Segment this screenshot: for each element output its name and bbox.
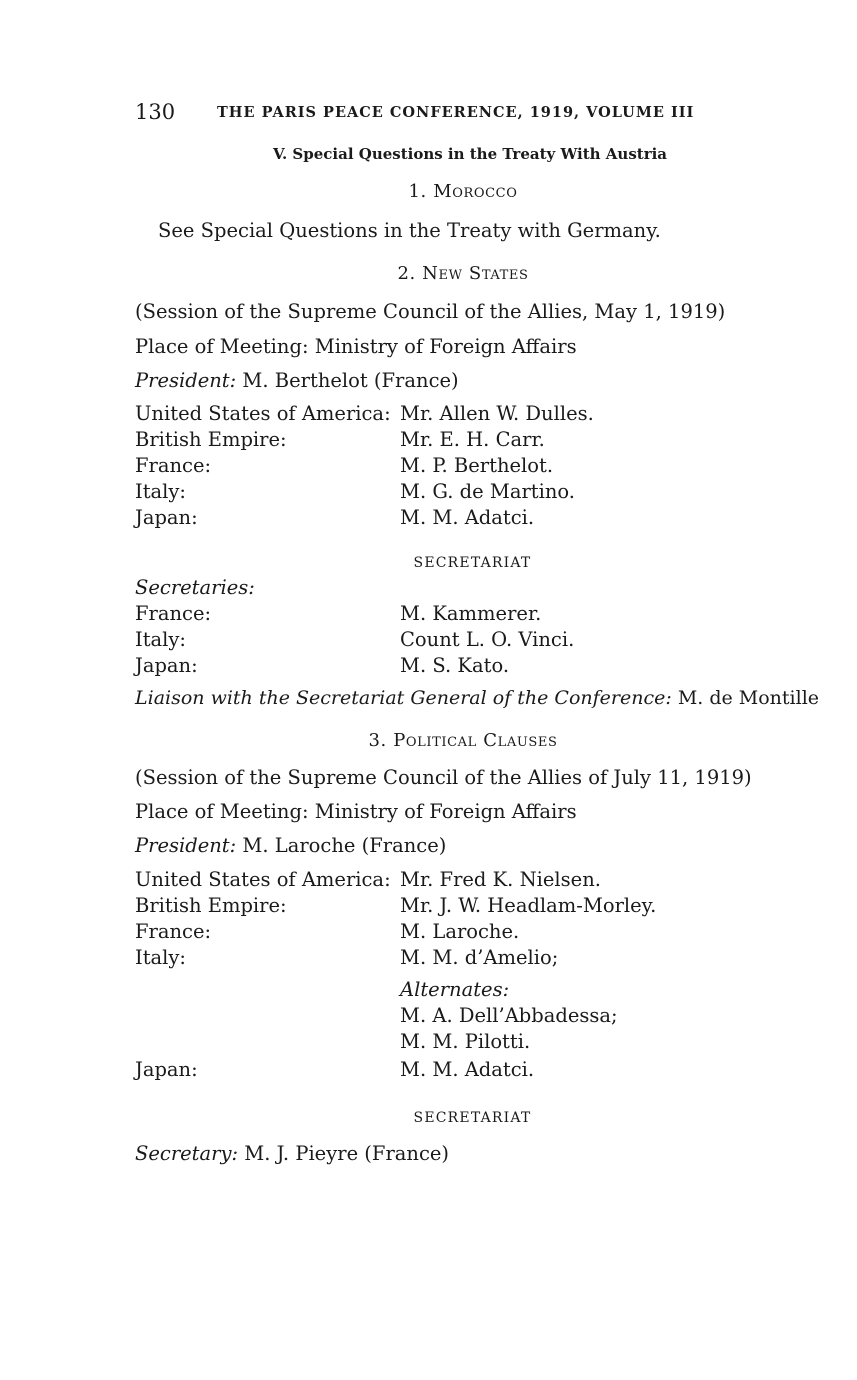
list-item <box>135 428 594 454</box>
president-label: President: <box>135 834 237 857</box>
part-heading: V. Special Questions in the Treaty With Austria <box>272 145 668 163</box>
alternate-name: M. A. Dell’Abbadessa; <box>400 1004 618 1027</box>
delegate-name: M. S. Kato. <box>400 654 510 677</box>
list-item <box>135 480 594 506</box>
running-head <box>135 100 725 126</box>
delegate-name: Count L. O. Vinci. <box>400 628 575 651</box>
country-label: Japan: <box>135 654 198 677</box>
secretaries-label: Secretaries: <box>135 576 255 599</box>
president-value: M. Laroche (France) <box>242 834 447 857</box>
session-line: (Session of the Supreme Council of the Allies, May 1, 1919) <box>135 300 726 323</box>
country-label: Japan: <box>135 1058 198 1081</box>
delegate-name: M. M. d’Amelio; <box>400 946 559 969</box>
page-number: 130 <box>135 100 176 124</box>
secretaries-list <box>135 576 574 680</box>
list-item <box>135 602 574 628</box>
alternate-name: M. M. Pilotti. <box>400 1030 531 1053</box>
secretary-value: M. J. Pieyre (France) <box>244 1142 450 1165</box>
president-value: M. Berthelot (France) <box>242 369 459 392</box>
section-heading-new-states: 2. New States <box>397 263 529 284</box>
secretariat-heading: SECRETARIAT <box>413 1110 532 1126</box>
delegate-name: M. P. Berthelot. <box>400 454 554 477</box>
section-heading-political-clauses: 3. Political Clauses <box>368 730 558 751</box>
list-item <box>135 868 656 894</box>
delegate-name: M. Laroche. <box>400 920 520 943</box>
president-line <box>135 834 446 857</box>
running-title: THE PARIS PEACE CONFERENCE, 1919, VOLUME III <box>217 104 695 121</box>
country-label: France: <box>135 920 212 943</box>
alternates-list <box>135 978 618 1056</box>
country-label: France: <box>135 602 212 625</box>
list-item <box>135 654 574 680</box>
delegation-list <box>135 868 656 972</box>
alternates-label: Alternates: <box>400 978 510 1001</box>
delegate-name: Mr. Allen W. Dulles. <box>400 402 594 425</box>
delegate-name: Mr. J. W. Headlam-Morley. <box>400 894 657 917</box>
list-item <box>135 1004 618 1030</box>
place-line: Place of Meeting: Ministry of Foreign Affairs <box>135 335 577 358</box>
delegate-name: M. M. Adatci. <box>400 1058 535 1081</box>
list-item <box>135 402 594 428</box>
country-label: British Empire: <box>135 894 287 917</box>
delegate-name: Mr. E. H. Carr. <box>400 428 545 451</box>
list-item <box>135 920 656 946</box>
delegation-list-japan <box>135 1058 534 1084</box>
delegation-list <box>135 402 594 532</box>
liaison-line <box>135 687 819 709</box>
delegate-name: M. G. de Martino. <box>400 480 576 503</box>
secretary-label: Secretary: <box>135 1142 239 1165</box>
section-heading-morocco: 1. Morocco <box>408 181 518 202</box>
liaison-label: Liaison with the Secretariat General of the Conference: <box>135 687 672 709</box>
delegate-name: M. M. Adatci. <box>400 506 535 529</box>
country-label: Italy: <box>135 628 186 651</box>
secretary-line <box>135 1142 449 1165</box>
session-line: (Session of the Supreme Council of the Allies of July 11, 1919) <box>135 766 752 789</box>
delegate-name: M. Kammerer. <box>400 602 542 625</box>
delegate-name: Mr. Fred K. Nielsen. <box>400 868 601 891</box>
list-item <box>135 628 574 654</box>
president-label: President: <box>135 369 237 392</box>
liaison-value: M. de Montille <box>677 687 820 709</box>
secretariat-heading: SECRETARIAT <box>413 555 532 571</box>
list-item <box>135 506 594 532</box>
country-label: United States of America: <box>135 868 391 891</box>
country-label: United States of America: <box>135 402 391 425</box>
country-label: British Empire: <box>135 428 287 451</box>
country-label: Japan: <box>135 506 198 529</box>
place-line: Place of Meeting: Ministry of Foreign Affairs <box>135 800 577 823</box>
alternates-label-row <box>135 978 618 1004</box>
country-label: France: <box>135 454 212 477</box>
section-text: See Special Questions in the Treaty with Germany. <box>158 219 661 242</box>
list-item <box>135 1058 534 1084</box>
country-label: Italy: <box>135 480 186 503</box>
list-item <box>135 1030 618 1056</box>
list-item <box>135 454 594 480</box>
list-item <box>135 894 656 920</box>
president-line <box>135 369 459 392</box>
list-item <box>135 946 656 972</box>
country-label: Italy: <box>135 946 186 969</box>
secretaries-label-row <box>135 576 574 602</box>
